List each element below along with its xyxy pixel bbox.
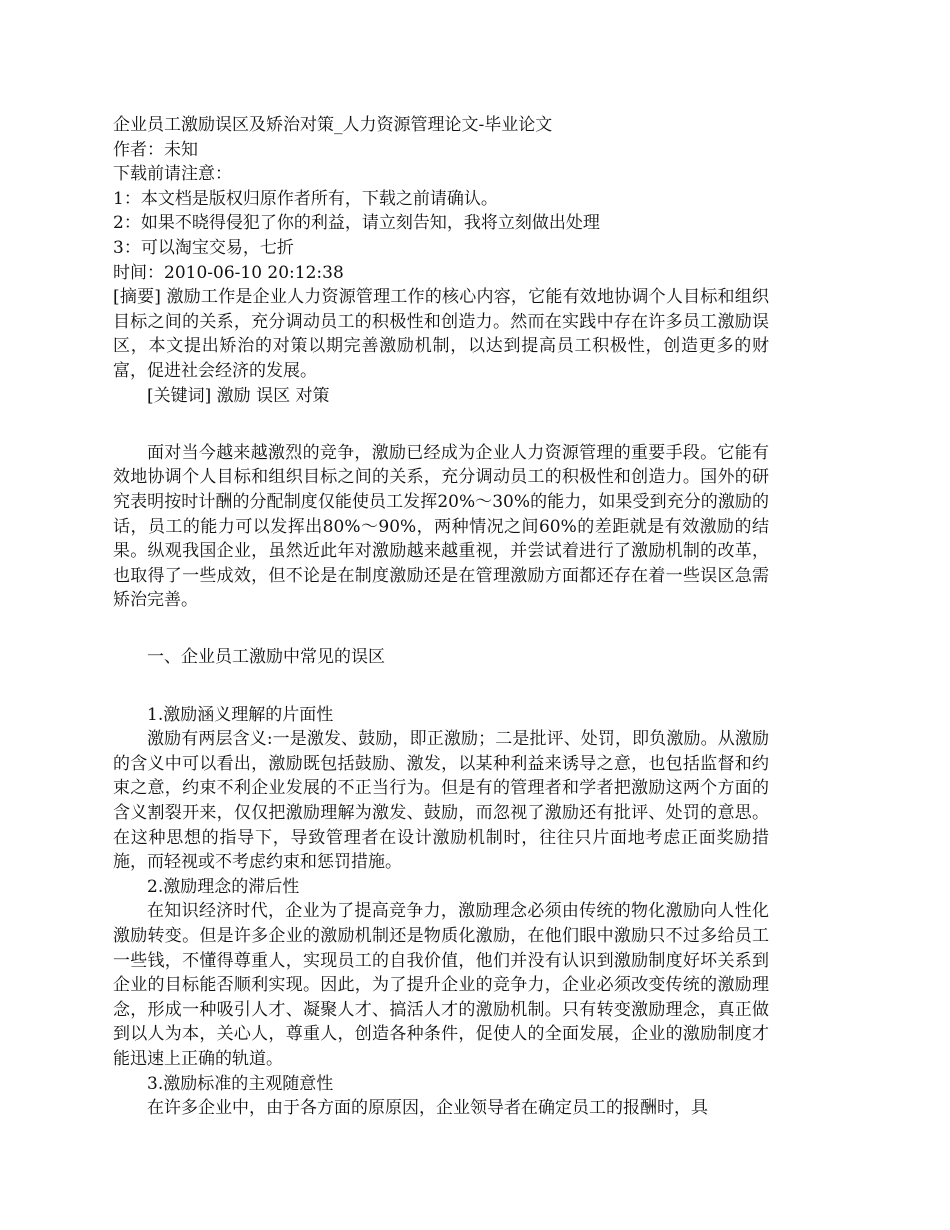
subsection-2-heading: 2.激励理念的滞后性 bbox=[147, 876, 300, 897]
notice-item-1: 1：本文档是版权归原作者所有，下载之前请确认。 bbox=[113, 188, 498, 209]
document-title: 企业员工激励误区及矫治对策_人力资源管理论文-毕业论文 bbox=[113, 115, 553, 135]
subsection-2-body: 在知识经济时代，企业为了提高竞争力，激励理念必须由传统的物化激励向人性化激励转变。但是许多企业的激励机制还是物质化激励，在他们眼中激励只不过多给员工一些钱，不懂得尊重人，实现员工的自我价值，他们并没有认识到激励制度好坏关系到企业的目标能否顺利实现。因此，为了提升企业的竞争力，企业必须改变传统的激励理念，形成一种吸引人才、凝聚人才、搞活人才的激励机制。只有转变激励理念，真正做到以人为本，关心人，尊重人，创造各种条件，促使人的全面发展，企业的激励制度才能迅速上正确的轨道。 bbox=[113, 901, 769, 1069]
spacer bbox=[113, 408, 769, 433]
subsection-1-heading: 1.激励涵义理解的片面性 bbox=[147, 704, 334, 725]
spacer bbox=[113, 433, 769, 441]
notice-item-3: 3：可以淘宝交易，七折 bbox=[113, 237, 294, 258]
intro-paragraph: 面对当今越来越激烈的竞争，激励已经成为企业人力资源管理的重要手段。它能有效地协调个人目标和组织目标之间的关系，充分调动员工的积极性和创造力。国外的研究表明按时计酬的分配制度仅能使员工发挥20%～30%的能力，如果受到充分的激励的话，员工的能力可以发挥出80%～90%，两种情况之间60%的差距就是有效激励的结果。纵观我国企业，虽然近此年对激励越来越重视，并尝试着进行了激励机制的改革，也取得了一些成效，但不论是在制度激励还是在管理激励方面都还存在着一些误区急需矫治完善。 bbox=[113, 442, 769, 611]
subsection-3-heading: 3.激励标准的主观随意性 bbox=[147, 1073, 334, 1094]
subsection-3-body: 在许多企业中，由于各方面的原原因，企业领导者在确定员工的报酬时，具 bbox=[147, 1098, 708, 1119]
notice-header: 下载前请注意： bbox=[113, 164, 232, 185]
keywords-line: [关键词] 激励 误区 对策 bbox=[147, 385, 330, 406]
author-line: 作者：未知 bbox=[113, 139, 198, 160]
timestamp-line: 时间：2010-06-10 20:12:38 bbox=[113, 262, 344, 283]
notice-item-2: 2：如果不晓得侵犯了你的利益，请立刻告知，我将立刻做出处理 bbox=[113, 213, 600, 234]
spacer bbox=[113, 670, 769, 695]
document-page bbox=[113, 113, 769, 1121]
subsection-1-body: 激励有两层含义:一是激发、鼓励，即正激励；二是批评、处罚，即负激励。从激励的含义中可以看出，激励既包括鼓励、激发，以某种利益来诱导之意，也包括监督和约束之意，约束不利企业发展的不正当行为。但是有的管理者和学者把激励这两个方面的含义割裂开来，仅仅把激励理解为激发、鼓励，而忽视了激励还有批评、处罚的意思。在这种思想的指导下，导致管理者在设计激励机制时，往往只片面地考虑正面奖励措施，而轻视或不考虑约束和惩罚措施。 bbox=[113, 729, 769, 873]
abstract-paragraph: [摘要] 激励工作是企业人力资源管理工作的核心内容，它能有效地协调个人目标和组织目标之间的关系，充分调动员工的积极性和创造力。然而在实践中存在许多员工激励误区，本文提出矫治的对策以期完善激励机制，以达到提高员工积极性，创造更多的财富，促进社会经济的发展。 bbox=[113, 287, 769, 381]
section-1-heading: 一、企业员工激励中常见的误区 bbox=[147, 647, 385, 668]
spacer bbox=[113, 637, 769, 645]
spacer bbox=[113, 613, 769, 638]
spacer bbox=[113, 695, 769, 703]
